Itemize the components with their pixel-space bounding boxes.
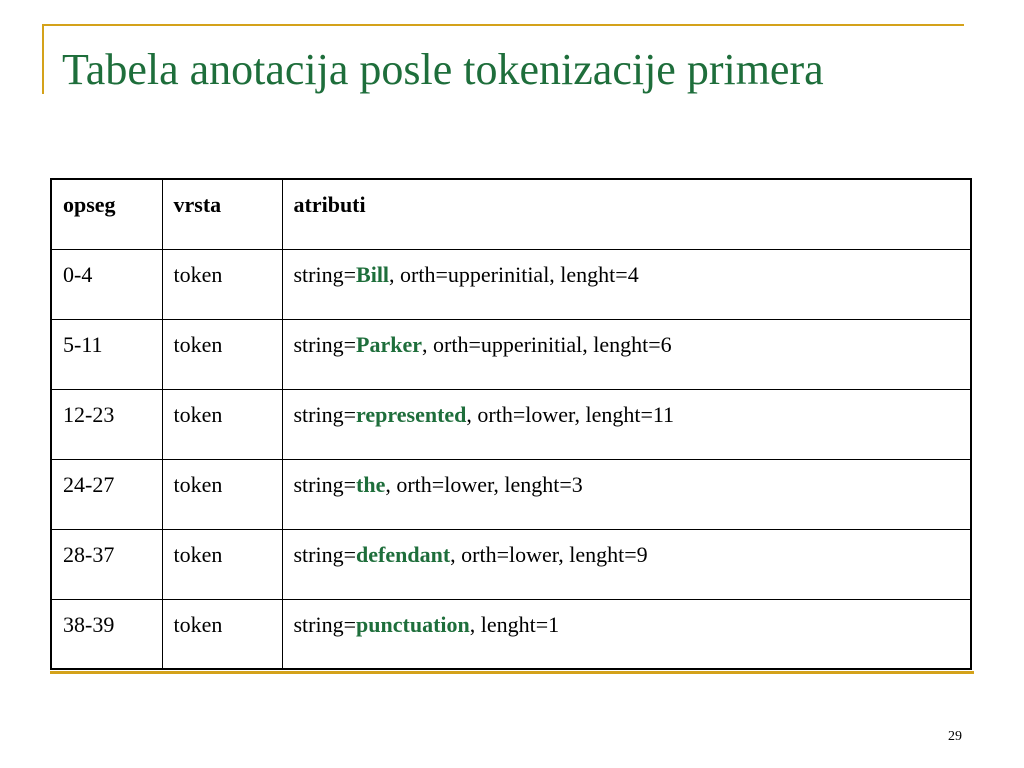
table-row	[51, 389, 971, 459]
title-frame-top-line	[42, 24, 964, 26]
title-frame-left-line	[42, 24, 44, 94]
table-row	[51, 249, 971, 319]
cell-opseg: 28-37	[51, 529, 162, 599]
table-bottom-accent-line	[50, 671, 974, 674]
cell-atributi	[282, 599, 971, 669]
attribute-rest: , orth=upperinitial, lenght=4	[389, 261, 639, 287]
table-row	[51, 319, 971, 389]
cell-atributi	[282, 529, 971, 599]
page-number: 29	[948, 729, 962, 744]
string-prefix: string=	[293, 541, 357, 567]
header-vrsta: vrsta	[162, 179, 282, 249]
string-value: the	[356, 471, 386, 497]
header-opseg: opseg	[51, 179, 162, 249]
annotation-table	[50, 178, 972, 670]
string-prefix: string=	[293, 331, 357, 357]
attribute-rest: , orth=lower, lenght=11	[466, 401, 675, 427]
cell-vrsta: token	[162, 319, 282, 389]
string-value: punctuation	[356, 611, 470, 637]
cell-vrsta: token	[162, 459, 282, 529]
cell-opseg: 5-11	[51, 319, 162, 389]
string-value: Bill	[356, 261, 390, 287]
attribute-rest: , orth=upperinitial, lenght=6	[422, 331, 672, 357]
table-row	[51, 529, 971, 599]
header-atributi: atributi	[282, 179, 971, 249]
cell-atributi	[282, 249, 971, 319]
cell-vrsta: token	[162, 599, 282, 669]
cell-atributi	[282, 389, 971, 459]
cell-vrsta: token	[162, 529, 282, 599]
cell-opseg: 0-4	[51, 249, 162, 319]
string-value: represented	[356, 401, 467, 427]
string-prefix: string=	[293, 611, 357, 637]
attribute-rest: , orth=lower, lenght=3	[385, 471, 583, 497]
table-row	[51, 599, 971, 669]
cell-vrsta: token	[162, 389, 282, 459]
attribute-rest: , orth=lower, lenght=9	[450, 541, 648, 567]
string-prefix: string=	[293, 401, 357, 427]
cell-opseg: 24-27	[51, 459, 162, 529]
cell-opseg: 12-23	[51, 389, 162, 459]
string-value: defendant	[356, 541, 451, 567]
string-prefix: string=	[293, 471, 357, 497]
table-header-row	[51, 179, 971, 249]
cell-vrsta: token	[162, 249, 282, 319]
slide-title: Tabela anotacija posle tokenizacije primera	[62, 45, 824, 94]
cell-opseg: 38-39	[51, 599, 162, 669]
annotation-table-container	[50, 178, 974, 674]
attribute-rest: , lenght=1	[469, 611, 560, 637]
string-value: Parker	[356, 331, 422, 357]
string-prefix: string=	[293, 261, 357, 287]
table-row	[51, 459, 971, 529]
cell-atributi	[282, 459, 971, 529]
cell-atributi	[282, 319, 971, 389]
